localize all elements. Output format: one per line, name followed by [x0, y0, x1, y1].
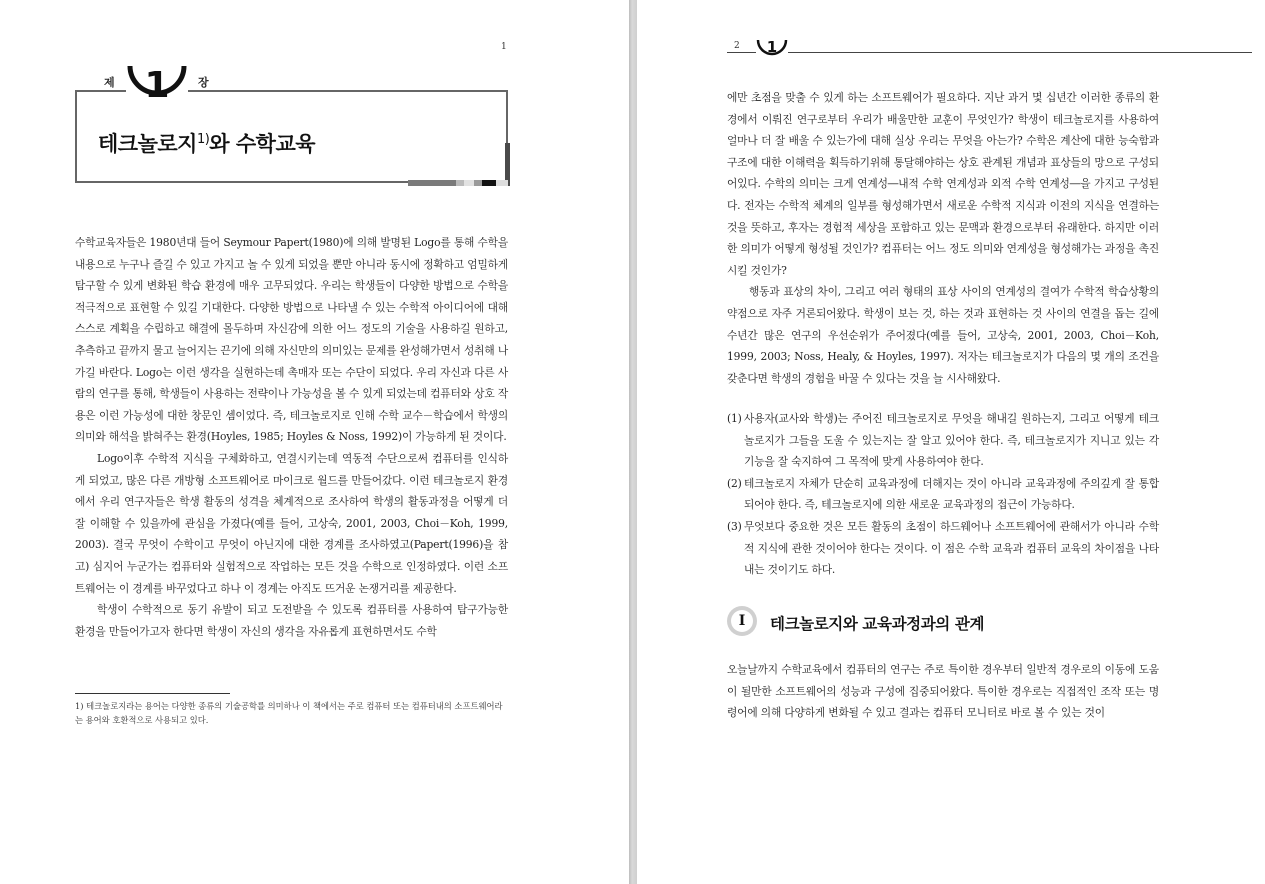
chapter-label-post: 장: [198, 76, 209, 89]
chapter-title-rest: 와 수학교육: [209, 132, 316, 156]
chapter-label-pre: 제: [104, 76, 115, 89]
conditions-list: [727, 408, 1159, 581]
list-item: [727, 408, 1159, 473]
paragraph: Logo이후 수학적 지식을 구체화하고, 연결시키는데 역동적 수단으로써 컴퓨터를 인식하게 되었고, 많은 다른 개방형 소프트웨어로 마이크로 월드를 만들어갔다. 이런 테크놀로지 환경에서 우리 연구자들은 학생 활동의 성격을 체계적으로 조사하여 학생의 활동과정을 어떻게 더 잘 이해할 수 있을까에 관심을 가졌다(예를 들어, 고상숙, 2001, 2003, Choi－Koh, 1999, 2003). 결국 무엇이 수학이고 무엇이 아닌지에 대한 경계를 조사하였고(Papert(1996)을 참고) 심지어 누군가는 컴퓨터와 실험적으로 작업하는 모든 것을 수학으로 인정하였다. 이런 소프트웨어는 이 경계를 바꾸었다고 하나 이 경계는 아직도 뜨거운 논쟁거리를 제공한다.: [75, 451, 508, 595]
footnote: 1) 테크놀로지라는 용어는 다양한 종류의 기술공학를 의미하나 이 책에서는 주로 컴퓨터 또는 컴퓨터내의 소프트웨어라는 용어와 호환적으로 사용되고 있다.: [75, 701, 503, 725]
page-number: 2: [734, 41, 740, 51]
paragraph: 에만 초점을 맞출 수 있게 하는 소프트웨어가 필요하다. 지난 과거 몇 십년간 이러한 종류의 환경에서 이뤄진 연구로부터 우리가 배울만한 교훈이 무엇인가? 학생이 테크놀로지를 사용하여 얼마나 더 잘 배울 수 있는가에 대해 실상 우리는 무엇을 아는가? 수학은 계산에 대한 능숙함과 구조에 대한 이해력을 획득하기위해 통달해야하는 상호 관계된 개념과 표상들의 망으로 구성되어있다. 수학의 의미는 크게 연계성―내적 수학 연계성과 외적 수학 연계성―을 가지고 구성된다. 전자는 수학적 체계의 일부를 형성해가면서 새로운 수학적 지식과 이전의 지식을 연결하는 것을 뜻하고, 후자는 경험적 세상을 포함하고 있는 문맥과 환경으로부터 유래한다. 하지만 이러한 의미가 어떻게 형성될 것인가? 컴퓨터는 어느 정도 의미와 연계성을 형성해가는 과정을 촉진시킬 것인가?: [727, 91, 1159, 277]
paragraph: 행동과 표상의 차이, 그리고 여러 형태의 표상 사이의 연계성의 결여가 수학적 학습상황의 약점으로 자주 거론되어왔다. 학생이 보는 것, 하는 것과 표현하는 것 사이의 연결을 돕는 길에 수년간 많은 연구의 우선순위가 주어졌다(예를 들어, 고상숙, 2001, 2003, Choi－Koh, 1999, 2003; Noss, Healy, & Hoyles, 1997). 저자는 테크놀로지가 다음의 몇 개의 조건을 갖춘다면 학생의 경험을 바꿀 수 있다는 것을 늘 시사해왔다.: [727, 285, 1159, 385]
page-number: 1: [501, 42, 507, 52]
list-number: (2): [727, 476, 742, 490]
decor-bar-2: [456, 180, 464, 186]
footnote-rule: [75, 693, 230, 694]
decor-bar-1: [408, 180, 456, 186]
list-number: (1): [727, 412, 742, 425]
list-number: (3): [727, 519, 742, 533]
right-body-text: [727, 87, 1159, 389]
list-text: 무엇보다 중요한 것은 모든 활동의 초점이 하드웨어나 소프트웨어에 관해서가 아니라 수학적 지식에 관한 것이어야 한다는 것이다. 이 점은 수학 교육과 컴퓨터 교육의 차이점을 나타내는 것이기도 하다.: [744, 519, 1159, 577]
left-page: [0, 0, 629, 884]
section-numeral: I: [731, 610, 753, 632]
list-text: 사용자(교사와 학생)는 주어진 테크놀로지로 무엇을 해내길 원하는지, 그리고 어떻게 테크놀로지가 그들을 도울 수 있는지는 잘 알고 있어야 한다. 즉, 테크놀로지가 지니고 있는 각 기능을 잘 숙지하여 그 목적에 맞게 사용하여야 한다.: [744, 412, 1159, 469]
list-item: [727, 516, 1159, 581]
chapter-title: [98, 128, 315, 158]
decor-bar-6: [496, 180, 508, 186]
section-body-text: [727, 659, 1159, 724]
chapter-title-main: 테크놀로지: [98, 132, 197, 156]
chapter-number: 1: [144, 65, 170, 106]
decor-bar-3: [464, 180, 474, 186]
decor-bar-5: [482, 180, 496, 186]
left-body-text: [75, 232, 508, 642]
paragraph: 학생이 수학적으로 동기 유발이 되고 도전받을 수 있도록 컴퓨터를 사용하여 탐구가능한 환경을 만들어가고자 한다면 학생이 자신의 생각을 자유롭게 표현하면서도 수학: [75, 603, 508, 638]
running-chapter-number: 1: [766, 38, 778, 56]
list-text: 테크놀로지 자체가 단순히 교육과정에 더해지는 것이 아니라 교육과정에 주의깊게 잘 통합되어야 한다. 즉, 테크놀로지에 의한 새로운 교육과정의 접근이 가능하다.: [744, 476, 1159, 512]
section-title: 테크놀로지와 교육과정과의 관계: [770, 615, 985, 633]
list-item: [727, 473, 1159, 516]
decor-bar-4: [474, 180, 482, 186]
running-header-rule: [727, 52, 1252, 53]
paragraph: 오늘날까지 수학교육에서 컴퓨터의 연구는 주로 특이한 경우부터 일반적 경우로의 이동에 도움이 될만한 소프트웨어의 성능과 구성에 집중되어왔다. 특이한 경우로는 직접적인 조작 또는 명령어에 의해 다양하게 변화될 수 있고 결과는 컴퓨터 모니터로 바로 볼 수 있는 것이: [727, 663, 1159, 720]
page-gutter: [629, 0, 637, 884]
footnote-ref[interactable]: 1): [196, 132, 210, 147]
paragraph: 수학교육자들은 1980년대 들어 Seymour Papert(1980)에 의해 발명된 Logo를 통해 수학을 내용으로 누구나 즐길 수 있고 가지고 놀 수 있게 되었을 뿐만 아니라 동시에 정확하고 엄밀하게 탐구할 수 있게 변화된 학습 환경에 매우 고무되었다. 우리는 학생들이 다양한 방법으로 수학을 적극적으로 표현할 수 있길 기대한다. 다양한 방법으로 나타낼 수 있는 수학적 아이디어에 대해 스스로 계획을 수립하고 해결에 몰두하며 자신감에 의한 어느 정도의 기술을 사용하길 원하고, 추측하고 끝까지 물고 늘어지는 끈기에 의해 자신만의 의미있는 문제를 완성해가면서 성취해 나가길 바란다. Logo는 이런 생각을 실현하는데 촉매자 또는 수단이 되었다. 우리 자신과 다른 사람의 연구를 통해, 학생들이 사용하는 전략이나 가능성을 볼 수 있게 되었는데 컴퓨터와 상호 작용은 이런 가능성에 대한 창문인 셈이었다. 즉, 테크놀로지로 인해 수학 교수－학습에서 학생의 의미와 해석을 밝혀주는 환경(Hoyles, 1985; Hoyles & Noss, 1992)이 가능하게 된 것이다.: [75, 236, 508, 444]
